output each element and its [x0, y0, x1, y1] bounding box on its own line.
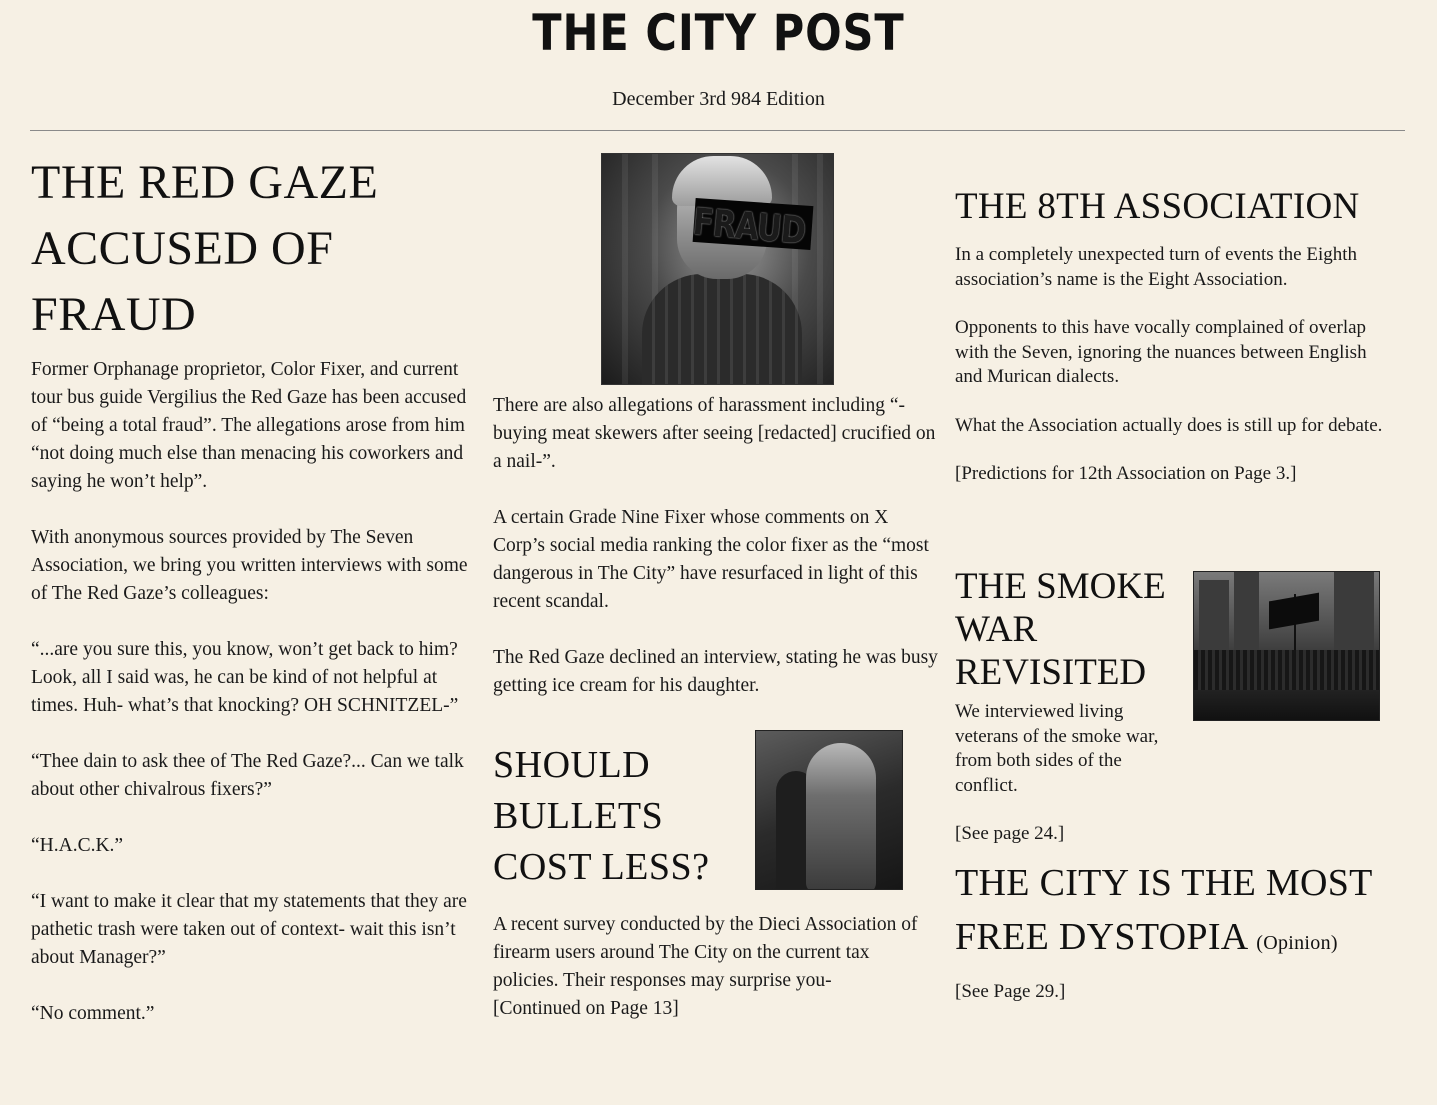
column-main-story — [31, 150, 483, 1056]
bullets-paragraph: A recent survey conducted by the Dieci Association of firearm users around The City on the current tax policies. Their responses may surprise you- — [493, 914, 918, 991]
header-divider — [30, 130, 1405, 131]
association-paragraph: [Predictions for 12th Association on Page 3.] — [955, 463, 1297, 484]
main-story-continued — [493, 392, 945, 728]
main-paragraph: “No comment.” — [31, 1003, 155, 1024]
smoke-ref: [See page 24.] — [955, 823, 1065, 844]
dystopia-ref: [See Page 29.] — [955, 981, 1066, 1002]
fraud-photo — [601, 153, 834, 385]
main-paragraph: “Thee dain to ask thee of The Red Gaze?... Can we talk about other chivalrous fixers?” — [31, 751, 464, 800]
smoke-paragraph: We interviewed living veterans of the smoke war, from both sides of the conflict. — [955, 701, 1159, 796]
newspaper-title: THE CITY POST — [532, 4, 905, 62]
smoke-headline: THE SMOKE WAR REVISITED — [955, 566, 1166, 693]
bullets-headline: SHOULD BULLETS COST LESS? — [493, 744, 710, 888]
dystopia-title: THE CITY IS THE MOST FREE DYSTOPIA — [955, 862, 1372, 958]
main-headline: THE RED GAZE ACCUSED OF FRAUD — [31, 156, 379, 341]
bullets-body — [493, 911, 933, 1023]
dystopia-headline — [955, 856, 1395, 970]
smoke-war-photo — [1193, 571, 1380, 721]
dystopia-story — [955, 856, 1395, 1029]
column-right — [955, 150, 1395, 1002]
main-paragraph: “H.A.C.K.” — [31, 835, 124, 856]
main-paragraph: Former Orphanage proprietor, Color Fixer, and current tour bus guide Vergilius the Red Gaze has been accused of “being a total fraud”. The allegations arose from him “not doing much else than menacing his coworkers and saying he won’t help”. — [31, 359, 467, 492]
bullets-continued-link: [Continued on Page 13] — [493, 998, 679, 1019]
fraud-stamp: FRAUD — [691, 200, 807, 253]
opinion-tag: (Opinion) — [1256, 932, 1338, 954]
association-paragraph: Opponents to this have vocally complained of overlap with the Seven, ignoring the nuances between English and Murican dialects. — [955, 317, 1367, 387]
continued-paragraph: A certain Grade Nine Fixer whose comments on X Corp’s social media ranking the color fixer as the “most dangerous in The City” have resurfaced in light of this recent scandal. — [493, 507, 929, 612]
association-paragraph: What the Association actually does is still up for debate. — [955, 414, 1383, 436]
association-paragraph: In a completely unexpected turn of events the Eighth association’s name is the Eight Association. — [955, 244, 1358, 290]
association-headline: THE 8TH ASSOCIATION — [955, 186, 1360, 227]
bullets-story — [493, 730, 945, 1023]
continued-paragraph: The Red Gaze declined an interview, stating he was busy getting ice cream for his daughter. — [493, 647, 938, 696]
dystopia-body — [955, 980, 1395, 1005]
main-story-body — [31, 356, 483, 1028]
main-paragraph: “...are you sure this, you know, won’t get back to him? Look, all I said was, he can be kind of not helpful at times. Huh- what’s that knocking? OH SCHNITZEL-” — [31, 639, 459, 716]
main-paragraph: “I want to make it clear that my statements that they are pathetic trash were taken out of context- wait this isn’t about Manager?” — [31, 891, 467, 968]
bullets-photo — [755, 730, 903, 890]
edition-date: December 3rd 984 Edition — [612, 88, 825, 110]
association-body — [955, 243, 1395, 487]
continued-paragraph: There are also allegations of harassment including “-buying meat skewers after seeing [redacted] crucified on a nail-”. — [493, 395, 936, 472]
smoke-body-text — [955, 700, 1395, 871]
main-paragraph: With anonymous sources provided by The Seven Association, we bring you written interviews with some of The Red Gaze’s colleagues: — [31, 527, 468, 604]
